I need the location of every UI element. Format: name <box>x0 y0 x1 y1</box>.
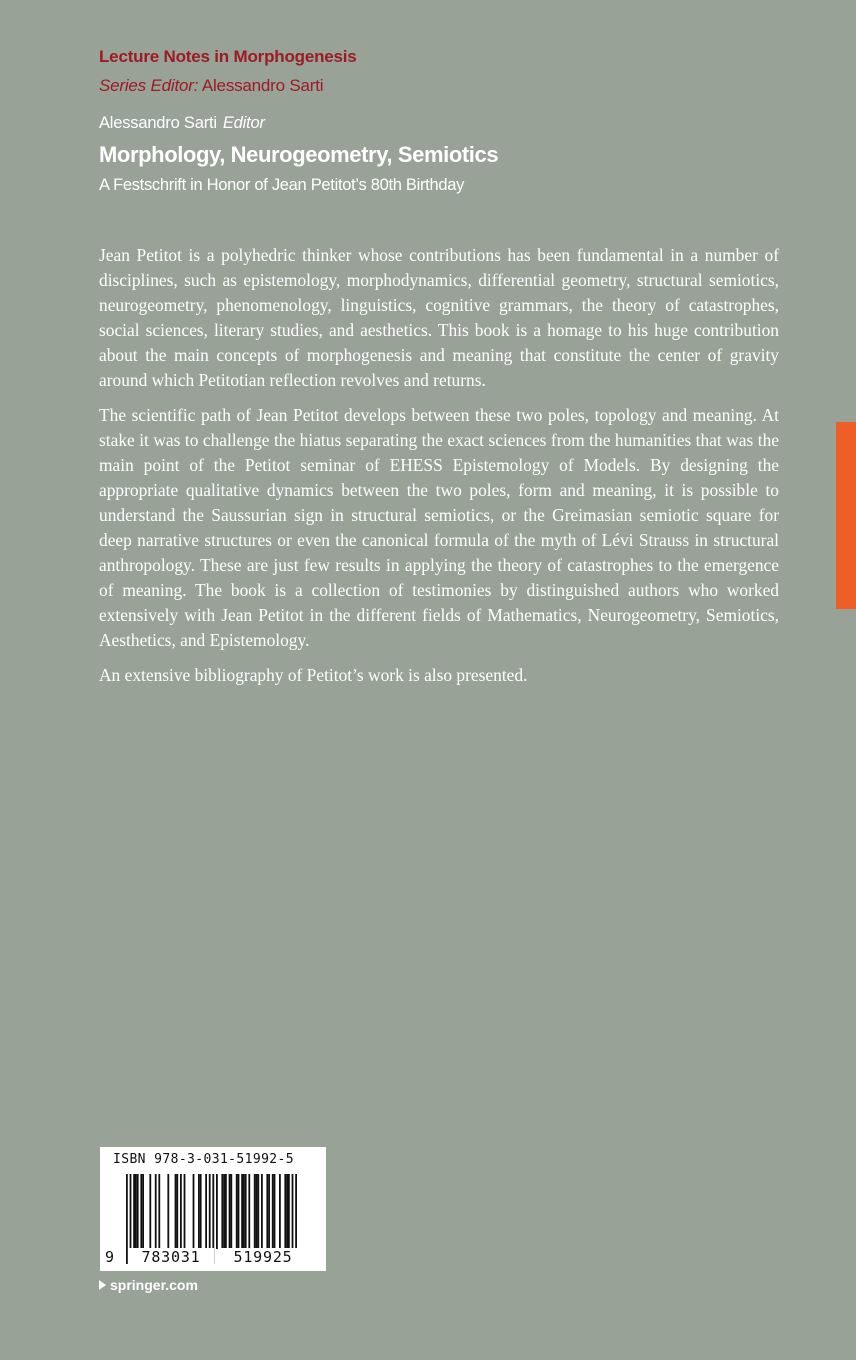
barcode-bar <box>266 1174 268 1249</box>
barcode-bar <box>261 1174 263 1249</box>
barcode-bar <box>167 1174 169 1249</box>
barcode-bar <box>268 1174 270 1249</box>
series-editor-name: Alessandro Sarti <box>201 76 324 95</box>
barcode-bar <box>155 1174 157 1249</box>
barcode-bar <box>243 1174 245 1249</box>
book-editor-role: Editor <box>222 114 265 132</box>
barcode-bar <box>184 1174 186 1249</box>
barcode-bar <box>225 1174 227 1249</box>
barcode-bar <box>142 1174 144 1249</box>
blurb <box>99 243 779 698</box>
publisher-link[interactable] <box>99 1277 198 1293</box>
book-editor-line <box>99 114 265 133</box>
series-editor-line <box>99 76 323 96</box>
barcode-bar <box>133 1174 135 1249</box>
series-editor-role: Series Editor: <box>99 76 199 95</box>
barcode-bar <box>272 1174 274 1249</box>
barcode-bar <box>149 1174 151 1249</box>
barcode-bar <box>236 1174 238 1249</box>
barcode-bar <box>221 1174 223 1249</box>
book-title: Morphology, Neurogeometry, Semiotics <box>99 142 499 167</box>
barcode-bar <box>175 1174 177 1249</box>
barcode-bar <box>200 1174 202 1249</box>
barcode-bar <box>245 1174 247 1249</box>
barcode-bar <box>158 1174 160 1249</box>
barcode-bar <box>257 1174 259 1249</box>
barcode-bar <box>180 1174 182 1249</box>
publisher-url: springer.com <box>110 1277 198 1293</box>
barcode-bar <box>205 1174 207 1249</box>
ean-right-digits: 519925 <box>220 1248 306 1266</box>
isbn-label: ISBN 978-3-031-51992-5 <box>113 1152 294 1167</box>
orange-edge-tab <box>836 422 856 609</box>
blurb-paragraph-3: An extensive bibliography of Petitot’s work is also presented. <box>99 665 528 685</box>
barcode-bar <box>176 1174 178 1249</box>
barcode-bar <box>279 1174 281 1249</box>
barcode-bar <box>254 1174 256 1249</box>
barcode-bar <box>223 1174 225 1249</box>
book-subtitle: A Festschrift in Honor of Jean Petitot’s 80th Birthday <box>99 176 465 194</box>
barcode-bar <box>229 1174 231 1249</box>
barcode-bar <box>140 1174 142 1249</box>
barcode-bar <box>256 1174 258 1249</box>
barcode-bar <box>198 1174 200 1249</box>
barcode-bar <box>284 1174 286 1249</box>
barcode-bar <box>288 1174 290 1249</box>
isbn-barcode <box>100 1147 326 1271</box>
barcode-bar <box>137 1174 139 1249</box>
barcode-bar <box>230 1174 232 1249</box>
barcode-bar <box>241 1174 243 1249</box>
triangle-right-icon <box>99 1280 106 1290</box>
book-editor-name: Alessandro Sarti <box>99 114 217 132</box>
blurb-paragraph-1: Jean Petitot is a polyhedric thinker whose contributions has been fundamental in a number of disciplines, such as epistemology, morphodynamics, differential geometry, structural semiotics, neurogeometry, phenomenology, linguistics, cognitive grammars, the theory of catastrophes, social sciences, literary studies, and aesthetics. This book is a homage to his huge contribution about the main concepts of morphogenesis and meaning that constitute the center of gravity around which Petitotian reflection revolves and returns. <box>99 245 779 390</box>
barcode-bar <box>193 1174 195 1249</box>
barcode-bar <box>248 1174 250 1249</box>
barcode-bar <box>286 1174 288 1249</box>
barcode-bar <box>216 1174 218 1249</box>
ean-first-digit: 9 <box>105 1248 115 1266</box>
blurb-paragraph-2: The scientific path of Jean Petitot develops between these two poles, topology and meaning. At stake it was to challenge the hiatus separating the exact sciences from the humanities that was the main point of the Petitot seminar of EHESS Epistemology of Models. By designing the appropriate qualitative dynamics between the two poles, form and meaning, it is possible to understand the Saussurian sign in structural semiotics, or the Greimasian semiotic square for deep narrative structures or even the canonical formula of the myth of Lévi Strauss in structural anthropology. These are just few results in applying the theory of catastrophes to the emergence of meaning. The book is a collection of testimonies by distinguished authors who worked extensively with Jean Petitot in the different fields of Mathematics, Neurogeometry, Semiotics, Aesthetics, and Epistemology. <box>99 405 779 650</box>
series-title: Lecture Notes in Morphogenesis <box>99 47 357 66</box>
barcode-bar <box>274 1174 276 1249</box>
ean-left-digits: 783031 <box>128 1248 214 1266</box>
barcode-bar <box>135 1174 137 1249</box>
barcode-bar <box>238 1174 240 1249</box>
